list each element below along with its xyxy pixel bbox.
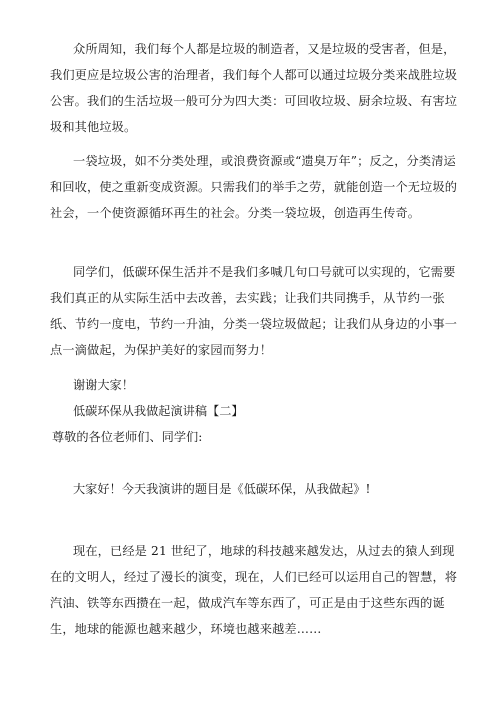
speech-heading: 低碳环保从我做起演讲稿【二】 [73, 404, 244, 418]
salutation-line: 尊敬的各位老师们、同学们: [52, 430, 203, 444]
thanks-line: 谢谢大家！ [73, 378, 134, 392]
paragraph-waste-sorting: 一袋垃圾，如不分类处理，或浪费资源或“遗臭万年”；反之，分类清运和回收，使之重新变成资源。只需我们的举手之劳，就能创造一个无垃圾的社会，一个使资源循环再生的社会。分类一袋垃圾，创造再生传奇。 [50, 154, 458, 220]
paragraph-waste-producers: 众所周知，我们每个人都是垃圾的制造者，又是垃圾的受害者，但是，我们更应是垃圾公害的治理者，我们每个人都可以通过垃圾分类来战胜垃圾公害。我们的生活垃圾一般可分为四大类：可回收垃圾、厨余垃圾、有害垃圾和其他垃圾。 [50, 42, 458, 134]
greeting-line: 大家好！今天我演讲的题目是《低碳环保，从我做起》! [73, 482, 371, 496]
paragraph-call-to-action: 同学们，低碳环保生活并不是我们多喊几句口号就可以实现的，它需要我们真正的从实际生活中去改善，去实践；让我们共同携手，从节约一张纸、节约一度电，节约一升油，分类一袋垃圾做起；让我们从身边的小事一点一滴做起，为保护美好的家园而努力！ [50, 265, 458, 357]
paragraph-21st-century: 现在，已经是 21 世纪了，地球的科技越来越发达，从过去的猿人到现在的文明人，经过了漫长的演变，现在，人们已经可以运用自己的智慧，将汽油、铁等东西攒在一起，做成汽车等东西了，可正是由于这些东西的诞生，地球的能源也越来越少，环境也越来越差…… [50, 544, 458, 636]
